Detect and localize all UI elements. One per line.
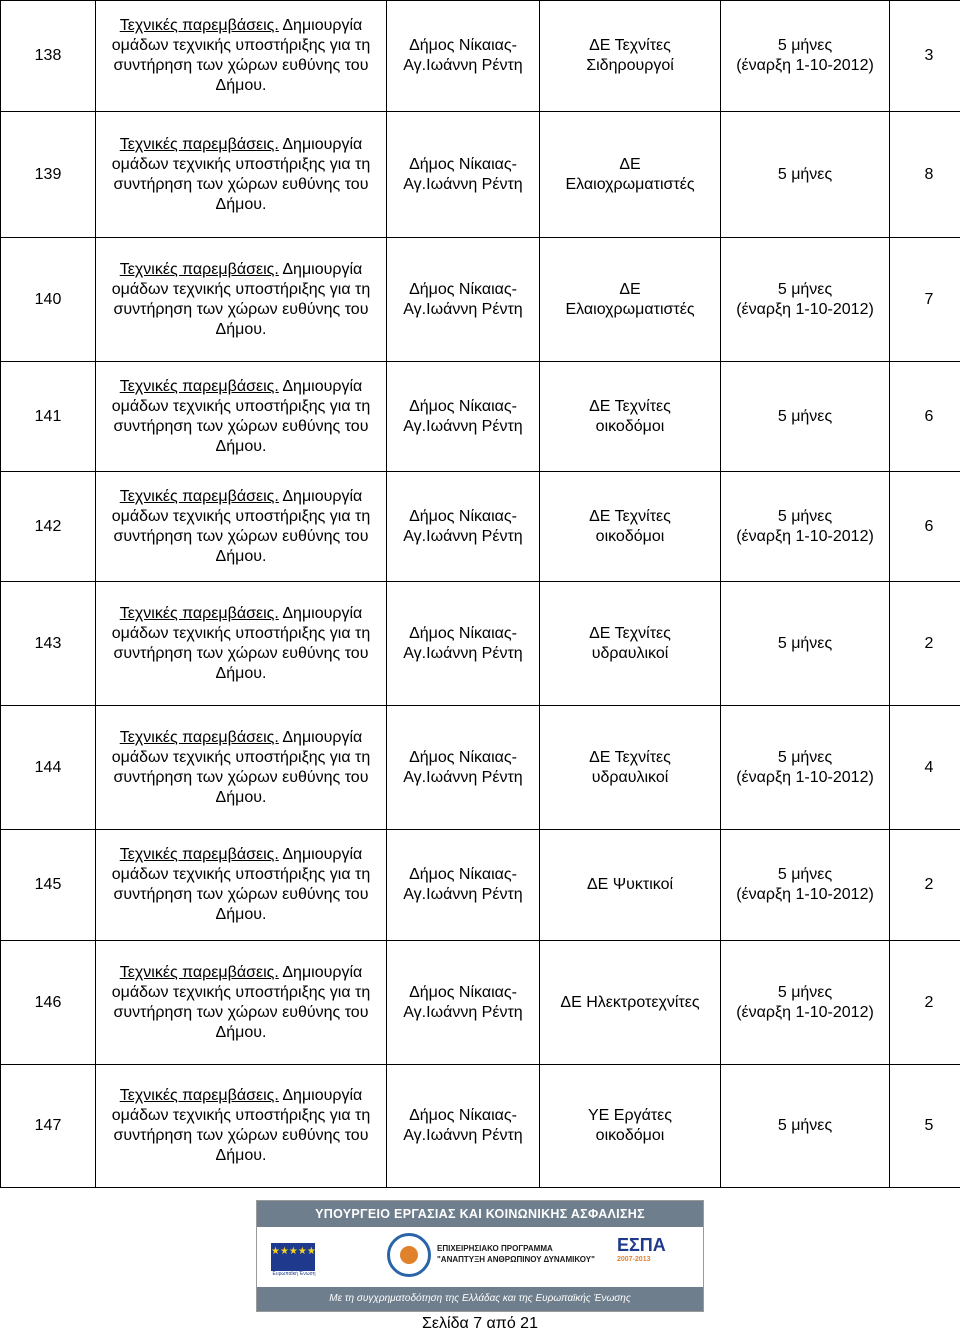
line-1: Δήμος Νίκαιας- [391,624,535,644]
row-number: 143 [1,582,96,706]
cofunding-banner [256,1200,704,1312]
project-description [96,1065,387,1188]
positions-count: 8 [890,112,960,238]
positions-count: 5 [890,1065,960,1188]
row-number: 147 [1,1065,96,1188]
line-2: Ελαιοχρωματιστές [544,175,716,195]
description-body: Δημιουργία ομάδων τεχνικής υποστήριξης για τη συντήρηση των χώρων ευθύνης του Δήμου. [112,1087,371,1164]
specialty [540,1,721,112]
line-1: ΔΕ Τεχνίτες [544,507,716,527]
line-1: ΥΕ Εργάτες [544,1106,716,1126]
table-row [1,1,960,112]
line-1: ΔΕ Ψυκτικοί [544,875,716,895]
line-1: Δήμος Νίκαιας- [391,748,535,768]
line-2: Αγ.Ιωάννη Ρέντη [391,300,535,320]
description-heading: Τεχνικές παρεμβάσεις. [120,846,279,863]
line-2: οικοδόμοι [544,417,716,437]
table-row [1,941,960,1065]
line-2: Αγ.Ιωάννη Ρέντη [391,885,535,905]
line-2: οικοδόμοι [544,527,716,547]
row-number: 145 [1,830,96,941]
specialty [540,362,721,472]
municipality [387,238,540,362]
line-2: Αγ.Ιωάννη Ρέντη [391,175,535,195]
row-number: 141 [1,362,96,472]
project-description [96,582,387,706]
page-number: Σελίδα 7 από 21 [0,1314,960,1334]
positions-table-body [1,1,960,1188]
line-2: (έναρξη 1-10-2012) [725,1003,885,1023]
description-heading: Τεχνικές παρεμβάσεις. [120,964,279,981]
specialty [540,112,721,238]
banner-logos [257,1227,703,1285]
description-body: Δημιουργία ομάδων τεχνικής υποστήριξης για τη συντήρηση των χώρων ευθύνης του Δήμου. [112,378,371,455]
line-1: 5 μήνες [725,165,885,185]
line-2: Αγ.Ιωάννη Ρέντη [391,644,535,664]
program-line-2: "ΑΝΑΠΤΥΞΗ ΑΝΘΡΩΠΙΝΟΥ ΔΥΝΑΜΙΚΟΥ" [437,1254,595,1265]
line-1: Δήμος Νίκαιας- [391,155,535,175]
eu-flag-icon: ★★★★★ [271,1243,315,1271]
description-body: Δημιουργία ομάδων τεχνικής υποστήριξης για τη συντήρηση των χώρων ευθύνης του Δήμου. [112,136,371,213]
duration [721,1065,890,1188]
duration [721,112,890,238]
row-number: 139 [1,112,96,238]
duration [721,706,890,830]
positions-count: 2 [890,941,960,1065]
line-2: υδραυλικοί [544,644,716,664]
project-description [96,472,387,582]
municipality [387,830,540,941]
municipality [387,362,540,472]
project-description [96,830,387,941]
line-2: Αγ.Ιωάννη Ρέντη [391,1126,535,1146]
description-body: Δημιουργία ομάδων τεχνικής υποστήριξης για τη συντήρηση των χώρων ευθύνης του Δήμου. [112,729,371,806]
table-row [1,582,960,706]
project-description [96,706,387,830]
line-1: 5 μήνες [725,407,885,427]
description-body: Δημιουργία ομάδων τεχνικής υποστήριξης για τη συντήρηση των χώρων ευθύνης του Δήμου. [112,17,371,94]
municipality [387,582,540,706]
line-1: 5 μήνες [725,280,885,300]
line-1: Δήμος Νίκαιας- [391,280,535,300]
positions-count: 6 [890,472,960,582]
municipality [387,1,540,112]
positions-count: 3 [890,1,960,112]
line-2: υδραυλικοί [544,768,716,788]
description-heading: Τεχνικές παρεμβάσεις. [120,1087,279,1104]
description-body: Δημιουργία ομάδων τεχνικής υποστήριξης για τη συντήρηση των χώρων ευθύνης του Δήμου. [112,964,371,1041]
cofunding-text: Με τη συγχρηματοδότηση της Ελλάδας και της Ευρωπαϊκής Ένωσης [257,1287,703,1311]
line-2: (έναρξη 1-10-2012) [725,768,885,788]
table-row [1,112,960,238]
line-1: Δήμος Νίκαιας- [391,865,535,885]
line-2: Αγ.Ιωάννη Ρέντη [391,527,535,547]
line-1: Δήμος Νίκαιας- [391,397,535,417]
specialty [540,1065,721,1188]
line-2: (έναρξη 1-10-2012) [725,300,885,320]
description-heading: Τεχνικές παρεμβάσεις. [120,605,279,622]
line-1: Δήμος Νίκαιας- [391,1106,535,1126]
line-1: Δήμος Νίκαιας- [391,983,535,1003]
line-1: ΔΕ Τεχνίτες [544,36,716,56]
specialty [540,238,721,362]
line-1: ΔΕ Τεχνίτες [544,397,716,417]
municipality [387,112,540,238]
row-number: 138 [1,1,96,112]
municipality [387,1065,540,1188]
eu-label: Ευρωπαϊκή Ένωση [265,1271,323,1277]
duration [721,472,890,582]
line-1: 5 μήνες [725,1116,885,1136]
duration [721,582,890,706]
line-1: Δήμος Νίκαιας- [391,507,535,527]
municipality [387,472,540,582]
municipality [387,941,540,1065]
line-1: 5 μήνες [725,634,885,654]
description-heading: Τεχνικές παρεμβάσεις. [120,378,279,395]
line-2: Αγ.Ιωάννη Ρέντη [391,56,535,76]
ministry-title: ΥΠΟΥΡΓΕΙΟ ΕΡΓΑΣΙΑΣ ΚΑΙ ΚΟΙΝΩΝΙΚΗΣ ΑΣΦΑΛΙΣΗΣ [257,1201,703,1227]
specialty [540,706,721,830]
description-heading: Τεχνικές παρεμβάσεις. [120,488,279,505]
description-heading: Τεχνικές παρεμβάσεις. [120,729,279,746]
line-1: 5 μήνες [725,748,885,768]
project-description [96,238,387,362]
specialty [540,830,721,941]
line-2: οικοδόμοι [544,1126,716,1146]
duration [721,238,890,362]
duration [721,1,890,112]
duration [721,830,890,941]
table-row [1,830,960,941]
line-1: Δήμος Νίκαιας- [391,36,535,56]
table-row [1,706,960,830]
table-row [1,472,960,582]
line-1: 5 μήνες [725,507,885,527]
description-body: Δημιουργία ομάδων τεχνικής υποστήριξης για τη συντήρηση των χώρων ευθύνης του Δήμου. [112,846,371,923]
line-2: Αγ.Ιωάννη Ρέντη [391,417,535,437]
positions-count: 2 [890,582,960,706]
table-row [1,362,960,472]
line-2: (έναρξη 1-10-2012) [725,527,885,547]
line-1: ΔΕ Τεχνίτες [544,748,716,768]
table-row [1,238,960,362]
espa-logo [617,1235,677,1277]
line-2: (έναρξη 1-10-2012) [725,56,885,76]
line-2: (έναρξη 1-10-2012) [725,885,885,905]
description-heading: Τεχνικές παρεμβάσεις. [120,17,279,34]
row-number: 146 [1,941,96,1065]
positions-count: 7 [890,238,960,362]
description-heading: Τεχνικές παρεμβάσεις. [120,261,279,278]
project-description [96,362,387,472]
operational-program-emblem-icon [387,1233,431,1277]
description-body: Δημιουργία ομάδων τεχνικής υποστήριξης για τη συντήρηση των χώρων ευθύνης του Δήμου. [112,605,371,682]
row-number: 144 [1,706,96,830]
description-heading: Τεχνικές παρεμβάσεις. [120,136,279,153]
line-1: 5 μήνες [725,983,885,1003]
operational-program-text [437,1243,595,1265]
line-2: Αγ.Ιωάννη Ρέντη [391,1003,535,1023]
specialty [540,472,721,582]
line-1: ΔΕ Ηλεκτροτεχνίτες [544,993,716,1013]
line-2: Σιδηρουργοί [544,56,716,76]
row-number: 142 [1,472,96,582]
specialty [540,941,721,1065]
espa-years: 2007-2013 [617,1255,677,1264]
specialty [540,582,721,706]
description-body: Δημιουργία ομάδων τεχνικής υποστήριξης για τη συντήρηση των χώρων ευθύνης του Δήμου. [112,488,371,565]
table-row [1,1065,960,1188]
positions-count: 6 [890,362,960,472]
project-description [96,1,387,112]
positions-count: 2 [890,830,960,941]
project-description [96,112,387,238]
duration [721,941,890,1065]
espa-logo-text: ΕΣΠΑ [617,1235,677,1255]
line-1: 5 μήνες [725,865,885,885]
duration [721,362,890,472]
line-1: ΔΕ [544,155,716,175]
line-2: Ελαιοχρωματιστές [544,300,716,320]
positions-count: 4 [890,706,960,830]
line-1: ΔΕ Τεχνίτες [544,624,716,644]
project-description [96,941,387,1065]
municipality [387,706,540,830]
description-body: Δημιουργία ομάδων τεχνικής υποστήριξης για τη συντήρηση των χώρων ευθύνης του Δήμου. [112,261,371,338]
row-number: 140 [1,238,96,362]
line-1: ΔΕ [544,280,716,300]
program-line-1: ΕΠΙΧΕΙΡΗΣΙΑΚΟ ΠΡΟΓΡΑΜΜΑ [437,1243,595,1254]
line-2: Αγ.Ιωάννη Ρέντη [391,768,535,788]
line-1: 5 μήνες [725,36,885,56]
